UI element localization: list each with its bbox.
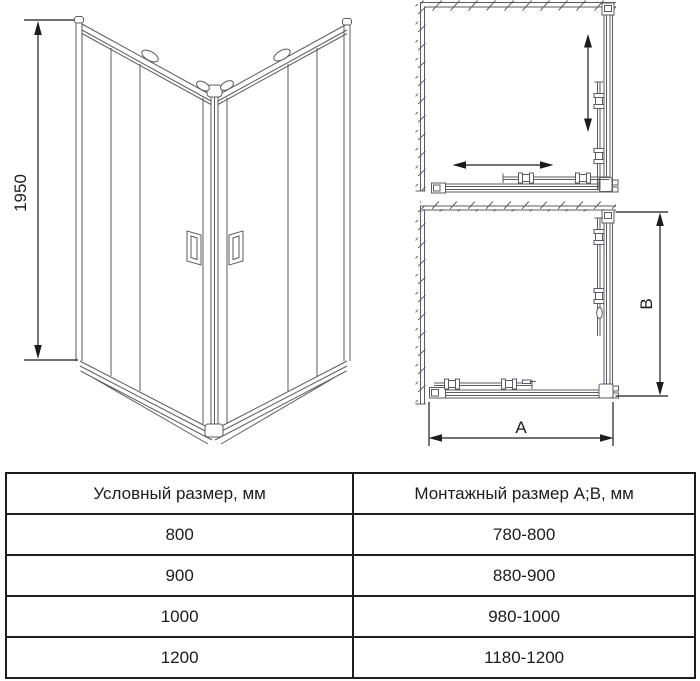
wall-bracket	[602, 3, 614, 15]
arrow-up-icon	[34, 21, 42, 35]
dimension-b-label: B	[637, 298, 656, 310]
post-cap	[343, 19, 352, 26]
nominal-size-value: 1000	[6, 596, 353, 637]
dimension-a-label: A	[515, 418, 527, 437]
plan-view-bottom	[416, 202, 669, 447]
roller-icon	[594, 149, 604, 164]
arrow-down-icon	[656, 382, 664, 396]
mounting-size-value: 980-1000	[353, 596, 695, 637]
roller-icon	[519, 173, 534, 183]
perspective-view	[11, 17, 352, 445]
plan-view-top	[416, 1, 619, 194]
corner-foot	[205, 424, 223, 437]
arrow-down-icon	[34, 345, 42, 359]
roller-icon	[594, 230, 604, 245]
height-dimension-label: 1950	[11, 174, 30, 212]
door-handle-icon	[187, 231, 201, 265]
roller-icon	[445, 379, 460, 389]
height-dimension	[11, 20, 78, 360]
roller-icon	[594, 94, 604, 109]
wall-lines	[416, 3, 617, 192]
col-header-nominal-size: Условный размер, мм	[6, 473, 353, 514]
nominal-size-value: 1200	[6, 637, 353, 678]
arrow-right-icon	[600, 434, 614, 442]
door-handle-icon	[229, 231, 243, 265]
roller-icon	[272, 47, 292, 64]
slide-direction-arrow-horizontal	[453, 161, 554, 169]
post-cap	[75, 17, 84, 24]
mounting-size-value: 780-800	[353, 514, 695, 555]
roller-icon	[502, 379, 517, 389]
nominal-size-value: 800	[6, 514, 353, 555]
slide-direction-arrow-vertical	[584, 34, 592, 132]
corner-foot	[613, 180, 619, 185]
door-handle-icon	[523, 380, 531, 384]
table-row	[6, 596, 695, 637]
table-row	[6, 637, 695, 678]
arrow-left-icon	[429, 434, 443, 442]
dimension-b	[616, 212, 669, 396]
mounting-size-value: 880-900	[353, 555, 695, 596]
wall-bracket	[602, 210, 614, 223]
dimension-a	[429, 402, 614, 446]
roller-icon	[594, 289, 604, 304]
door-knob-icon	[597, 308, 603, 319]
corner-connector	[599, 384, 613, 398]
nominal-size-value: 900	[6, 555, 353, 596]
roller-icon	[576, 173, 591, 183]
mounting-size-value: 1180-1200	[353, 637, 695, 678]
wall-lines	[416, 206, 617, 404]
corner-foot	[613, 386, 619, 391]
table-row	[6, 555, 695, 596]
arrow-up-icon	[656, 213, 664, 227]
col-header-mounting-size: Монтажный размер А;В, мм	[353, 473, 695, 514]
frame-profiles	[431, 210, 613, 399]
table-row	[6, 514, 695, 555]
size-table	[5, 472, 696, 679]
table-header-row	[6, 473, 695, 514]
corner-foot	[613, 187, 619, 192]
